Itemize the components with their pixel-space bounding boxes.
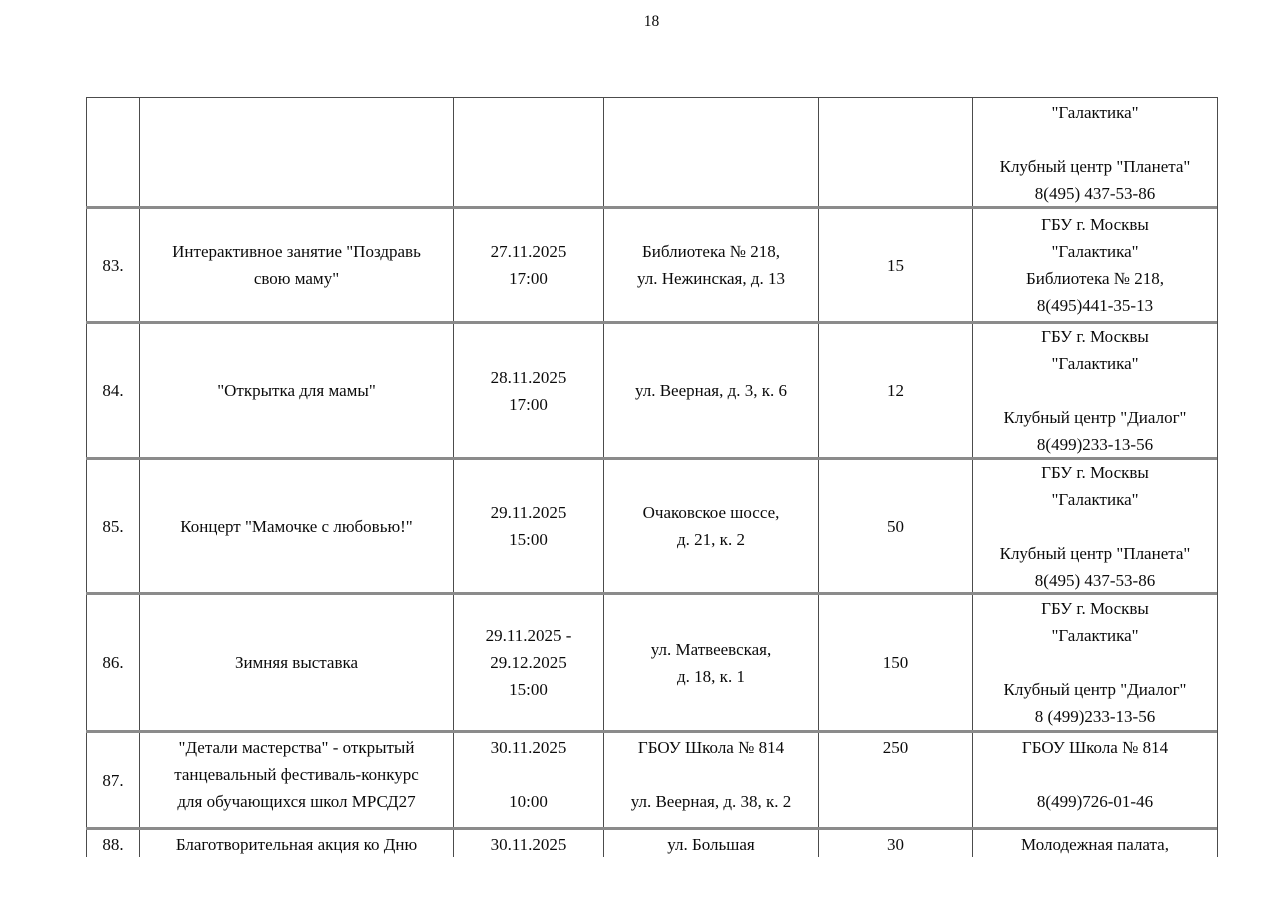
cell-location (603, 98, 818, 206)
cell-row-number (86, 98, 139, 206)
text-line: ГБУ г. Москвы (1041, 215, 1149, 234)
text-line: ул. Нежинская, д. 13 (636, 269, 786, 288)
text-line: 8(495)441-35-13 (1036, 296, 1154, 315)
cell-event-name (139, 460, 453, 592)
text-line: д. 18, к. 1 (677, 666, 745, 686)
cell-location (603, 460, 818, 592)
text-line: "Галактика" (1051, 489, 1139, 509)
cell-date-time (453, 98, 603, 206)
text-line: 17:00 (509, 394, 548, 414)
cell-row-number (86, 209, 139, 321)
text-line: 86. (102, 653, 124, 672)
text-line: 50 (887, 516, 904, 536)
text-line: ул. Веерная, д. 3, к. 6 (634, 381, 788, 400)
text-line (90, 99, 136, 126)
text-line: 30.11.2025 (490, 835, 567, 854)
text-line: "Детали мастерства" - открытый (178, 738, 415, 757)
text-line: Очаковское шоссе, (642, 503, 780, 522)
text-line: ул. Веерная, д. 38, к. 2 (630, 792, 792, 811)
text-line: 10:00 (509, 792, 548, 811)
text-line: Благотворительная акция ко Дню (175, 835, 418, 854)
text-line: 8(499)726-01-46 (1036, 792, 1154, 811)
text-line: 29.11.2025 (490, 503, 567, 522)
cell-participants-count (818, 209, 972, 321)
text-line: "Галактика" (1051, 354, 1139, 373)
text-line: свою маму" (253, 269, 340, 288)
text-line: 88. (102, 835, 124, 854)
text-line: 29.11.2025 - (485, 626, 572, 645)
text-line: Клубный центр "Планета" (999, 157, 1191, 176)
text-line: 8 (499)233-13-56 (1034, 707, 1156, 726)
text-line: 27.11.2025 (490, 242, 567, 261)
table-row-83 (86, 209, 1217, 324)
page-number: 18 (643, 13, 660, 30)
text-line: Зимняя выставка (234, 653, 359, 672)
cell-date-time (453, 595, 603, 730)
text-line: для обучающихся школ МРСД27 (177, 792, 416, 811)
cell-event-name (139, 209, 453, 321)
text-line (457, 761, 600, 788)
cell-date-time (453, 830, 603, 857)
text-line: Интерактивное занятие "Поздравь (172, 242, 421, 261)
text-line: "Открытка для мамы" (217, 381, 376, 400)
text-line: 17:00 (509, 269, 548, 288)
cell-organizer (972, 595, 1217, 730)
text-line: Библиотека № 218, (1026, 269, 1164, 288)
text-line: танцевальный фестиваль-конкурс (174, 765, 419, 784)
cell-location (603, 830, 818, 857)
text-line: 85. (102, 516, 124, 536)
text-line: Клубный центр "Диалог" (1003, 680, 1187, 699)
text-line (976, 761, 1214, 788)
cell-participants-count (818, 595, 972, 730)
table-row-88 (86, 830, 1217, 857)
cell-organizer (972, 324, 1217, 457)
text-line: Клубный центр "Планета" (999, 543, 1191, 563)
text-line (822, 99, 969, 126)
text-line: 15 (887, 255, 904, 275)
text-line (976, 513, 1214, 540)
cell-event-name (139, 830, 453, 857)
text-line: ГБОУ Школа № 814 (637, 738, 785, 757)
text-line: ГБОУ Школа № 814 (1021, 738, 1169, 757)
text-line: ГБУ г. Москвы (1041, 327, 1149, 346)
cell-participants-count (818, 324, 972, 457)
text-line: ГБУ г. Москвы (1041, 462, 1149, 482)
events-table (86, 97, 1218, 857)
cell-row-number (86, 733, 139, 827)
table-row-87 (86, 733, 1217, 830)
text-line: 30.11.2025 (490, 738, 567, 757)
text-line: 84. (102, 381, 124, 400)
cell-event-name (139, 324, 453, 457)
text-line (976, 377, 1214, 404)
text-line: Концерт "Мамочке с любовью!" (180, 516, 413, 536)
cell-row-number (86, 830, 139, 857)
text-line: 87. (102, 770, 124, 790)
text-line: 30 (887, 835, 904, 854)
text-line: 15:00 (509, 680, 548, 699)
text-line: 83. (102, 255, 124, 275)
text-line: 250 (882, 738, 909, 757)
cell-location (603, 324, 818, 457)
text-line: 29.12.2025 (490, 653, 567, 672)
cell-event-name (139, 595, 453, 730)
text-line (976, 126, 1214, 153)
text-line: ул. Большая (667, 835, 755, 854)
cell-organizer (972, 733, 1217, 827)
cell-participants-count (818, 98, 972, 206)
table-row-85 (86, 460, 1217, 595)
cell-participants-count (818, 733, 972, 827)
text-line: Молодежная палата, (1021, 835, 1169, 854)
text-line: "Галактика" (1051, 103, 1139, 122)
text-line (976, 649, 1214, 676)
table-row-continued (86, 98, 1217, 209)
text-line: 28.11.2025 (490, 367, 567, 387)
text-line: 8(495) 437-53-86 (1034, 570, 1156, 590)
cell-date-time (453, 324, 603, 457)
cell-organizer (972, 209, 1217, 321)
text-line: 15:00 (509, 530, 548, 549)
cell-participants-count (818, 830, 972, 857)
cell-event-name (139, 98, 453, 206)
text-line: ГБУ г. Москвы (1041, 599, 1149, 618)
cell-date-time (453, 733, 603, 827)
text-line: Клубный центр "Диалог" (1003, 408, 1187, 427)
cell-organizer (972, 460, 1217, 592)
cell-participants-count (818, 460, 972, 592)
text-line: 12 (887, 381, 904, 400)
text-line (607, 761, 815, 788)
cell-organizer (972, 830, 1217, 857)
cell-location (603, 595, 818, 730)
text-line: 8(499)233-13-56 (1036, 435, 1154, 454)
cell-row-number (86, 595, 139, 730)
cell-location (603, 209, 818, 321)
cell-location (603, 733, 818, 827)
cell-date-time (453, 460, 603, 592)
text-line: ул. Матвеевская, (650, 639, 772, 659)
cell-organizer (972, 98, 1217, 206)
text-line: "Галактика" (1051, 242, 1139, 261)
cell-date-time (453, 209, 603, 321)
text-line: 8(495) 437-53-86 (1034, 184, 1156, 203)
text-line: д. 21, к. 2 (677, 530, 745, 549)
cell-event-name (139, 733, 453, 827)
table-row-84 (86, 324, 1217, 460)
table-row-86 (86, 595, 1217, 733)
text-line: Библиотека № 218, (642, 242, 780, 261)
cell-row-number (86, 460, 139, 592)
cell-row-number (86, 324, 139, 457)
text-line: 150 (882, 653, 909, 672)
text-line: "Галактика" (1051, 626, 1139, 645)
